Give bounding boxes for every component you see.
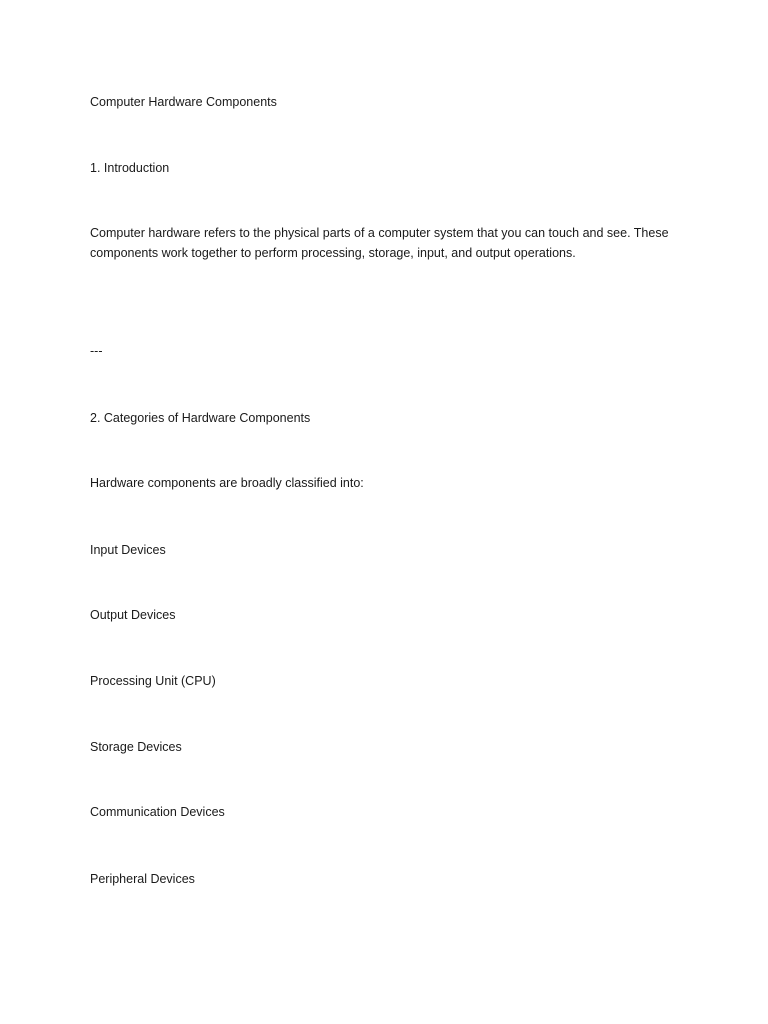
list-item: Storage Devices [90, 740, 182, 754]
section-heading-categories: 2. Categories of Hardware Components [90, 411, 311, 425]
list-item: Input Devices [90, 543, 166, 557]
section-heading-introduction: 1. Introduction [90, 161, 170, 175]
list-item: Processing Unit (CPU) [90, 674, 216, 688]
list-item: Output Devices [90, 608, 176, 622]
section-separator: --- [90, 344, 103, 358]
list-item: Peripheral Devices [90, 872, 195, 886]
list-item: Communication Devices [90, 805, 225, 819]
document-title: Computer Hardware Components [90, 95, 277, 109]
categories-paragraph: Hardware components are broadly classified into: [90, 476, 364, 490]
introduction-paragraph: Computer hardware refers to the physical parts of a computer system that you can touch and see. These components work together to perform processing, storage, input, and output operations. [90, 226, 669, 260]
